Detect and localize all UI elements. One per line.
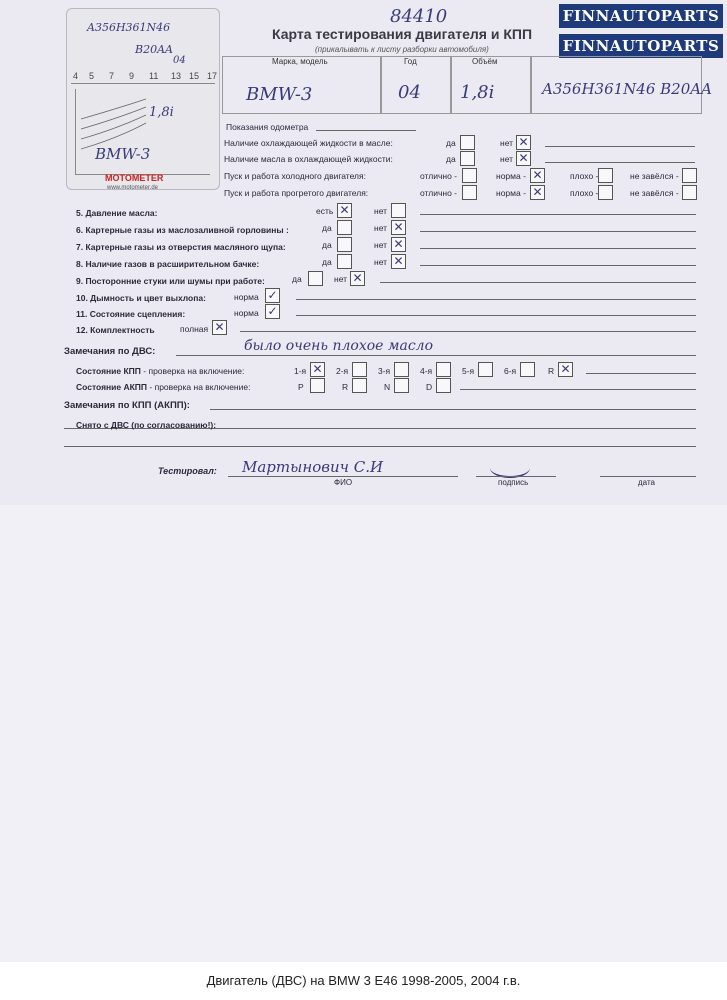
checkbox-cold-excellent[interactable] [462, 168, 477, 183]
opt-yes: да [322, 257, 332, 267]
image-caption: Двигатель (ДВС) на BMW 3 E46 1998-2005, 2004 г.в. [206, 973, 521, 988]
label-engine-remarks: Замечания по ДВС: [64, 346, 156, 357]
checkbox-gear-auto-r[interactable] [352, 378, 367, 393]
check-mark-icon: ✕ [518, 151, 529, 165]
watermark-top: FINNAUTOPARTS [559, 4, 723, 28]
remark-line [296, 299, 696, 300]
checkbox-gear-6[interactable] [520, 362, 535, 377]
stamp-note-model: BMW-3 [95, 145, 151, 163]
opt-bad: плохо - [570, 171, 599, 181]
header-label-volume: Объём [472, 57, 498, 66]
auto-gearbox-note: - проверка на включение: [147, 382, 251, 392]
checkbox-warm-bad[interactable] [598, 185, 613, 200]
motometer-stamp [66, 8, 220, 190]
opt-excellent: отлично - [420, 171, 457, 181]
tester-name-value: Мартынович С.И [242, 458, 384, 476]
stamp-scale-tick: 9 [129, 71, 135, 81]
stamp-brand-logo: MOTOMETER [105, 173, 164, 183]
gear-label: R [342, 382, 349, 392]
remark-line [380, 282, 696, 283]
opt-not-started: не завёлся - [630, 171, 679, 181]
remark-line [420, 214, 696, 215]
check-mark-icon: ✓ [267, 304, 278, 318]
stamp-scale-tick: 15 [189, 71, 200, 81]
checkbox-gear-p[interactable] [310, 378, 325, 393]
gear-label: 2-я [336, 366, 349, 376]
caption-date: дата [638, 478, 655, 487]
label-odometer: Показания одометра [226, 122, 309, 132]
header-label-year: Год [404, 57, 417, 66]
remark-line [420, 231, 696, 232]
gear-label: 4-я [420, 366, 433, 376]
stamp-code-line1: A356H361N46 [87, 21, 171, 34]
gear-label: R [548, 366, 555, 376]
removed-line [238, 428, 696, 429]
gear-label: D [426, 382, 433, 392]
header-model-value: BMW-3 [246, 84, 313, 105]
stamp-scale-tick: 11 [149, 71, 159, 81]
label-warm-start: Пуск и работа прогретого двигателя: [224, 188, 369, 198]
watermark-bottom: FINNAUTOPARTS [559, 34, 723, 58]
label-manual-gearbox [76, 366, 244, 376]
check-mark-icon: ✕ [339, 203, 350, 217]
checkbox-gear-5[interactable] [478, 362, 493, 377]
opt-yes: да [322, 223, 332, 233]
check-mark-icon: ✕ [393, 237, 404, 251]
checkbox-gear-d[interactable] [436, 378, 451, 393]
checkbox-gear-3[interactable] [394, 362, 409, 377]
signature-line [476, 476, 556, 477]
label-cold-start: Пуск и работа холодного двигателя: [224, 171, 366, 181]
opt-not-started: не завёлся - [630, 188, 679, 198]
stamp-code-line3: 04 [173, 55, 186, 66]
odometer-line [316, 130, 416, 131]
date-line [600, 476, 696, 477]
label-noises: 9. Посторонние стуки или шумы при работе: [76, 276, 265, 286]
gearbox-remarks-line [210, 409, 696, 410]
header-label-model: Марка, модель [272, 57, 328, 66]
label-clutch: 11. Состояние сцепления: [76, 309, 186, 319]
opt-normal: норма - [496, 171, 526, 181]
caption-signature: подпись [498, 478, 529, 487]
checkbox-crank-dipstick-yes[interactable] [337, 237, 352, 252]
label-crank-gas-dipstick: 7. Картерные газы из отверстия масляного щупа: [76, 242, 286, 252]
header-year-value: 04 [398, 82, 421, 103]
stamp-note-volume: 1,8i [149, 105, 174, 120]
label-auto-gearbox [76, 382, 250, 392]
opt-exists: есть [316, 206, 334, 216]
stamp-url: www.motometer.de [107, 185, 159, 191]
gear-label: 3-я [378, 366, 391, 376]
check-mark-icon: ✕ [312, 362, 323, 376]
blank-line [64, 446, 696, 447]
check-mark-icon: ✕ [393, 254, 404, 268]
stamp-scale-tick: 7 [109, 71, 115, 81]
label-crank-gas-filler: 6. Картерные газы из маслозаливной горловины : [76, 225, 289, 235]
checkbox-crank-filler-yes[interactable] [337, 220, 352, 235]
opt-bad: плохо - [570, 188, 599, 198]
check-mark-icon: ✕ [518, 135, 529, 149]
auto-gearbox-title: Состояние АКПП [76, 382, 148, 392]
stamp-code-line2: B20AA [135, 43, 173, 56]
stamp-scale-tick: 17 [207, 71, 218, 81]
label-oil-pressure: 5. Давление масла: [76, 208, 158, 218]
engine-remarks-value: было очень плохое масло [244, 338, 434, 354]
checkbox-cold-bad[interactable] [598, 168, 613, 183]
check-mark-icon: ✕ [560, 362, 571, 376]
signature-scribble [490, 458, 530, 478]
checkbox-gas-tank-yes[interactable] [337, 254, 352, 269]
opt-no: нет [374, 206, 388, 216]
caption-name: ФИО [334, 478, 353, 487]
checkbox-cold-not-started[interactable] [682, 168, 697, 183]
label-oil-in-coolant: Наличие масла в охлаждающей жидкости: [224, 154, 393, 164]
opt-full: полная [180, 324, 209, 334]
opt-norm: норма [234, 292, 259, 302]
gear-label: N [384, 382, 391, 392]
stamp-scale-tick: 4 [73, 71, 79, 81]
opt-normal: норма - [496, 188, 526, 198]
gear-label: 1-я [294, 366, 307, 376]
remark-line [545, 146, 695, 147]
remark-line [420, 248, 696, 249]
remark-line [586, 373, 696, 374]
label-smoke: 10. Дымность и цвет выхлопа: [76, 293, 206, 303]
stamp-scale-tick: 5 [89, 71, 95, 81]
checkbox-coolant-yes[interactable] [460, 135, 475, 150]
check-mark-icon: ✕ [352, 271, 363, 285]
opt-no: нет [374, 223, 388, 233]
checkbox-gear-4[interactable] [436, 362, 451, 377]
remark-line [296, 315, 696, 316]
opt-yes: да [446, 138, 456, 148]
label-coolant-in-oil: Наличие охлаждающей жидкости в масле: [224, 138, 393, 148]
check-mark-icon: ✕ [214, 320, 225, 334]
check-mark-icon: ✕ [532, 185, 543, 199]
remark-line [460, 389, 696, 390]
checkbox-oil-pressure-no[interactable] [391, 203, 406, 218]
handwritten-number: 84410 [390, 6, 448, 27]
label-tested-by: Тестировал: [158, 466, 217, 476]
header-volume-value: 1,8i [460, 82, 495, 103]
opt-no: нет [334, 274, 348, 284]
opt-yes: да [446, 154, 456, 164]
checkbox-warm-not-started[interactable] [682, 185, 697, 200]
header-engine-code: A356H361N46 B20AA [542, 80, 712, 98]
gear-label: P [298, 382, 304, 392]
opt-no: нет [374, 240, 388, 250]
label-removed-from-engine: Снято с ДВС (по согласованию!): [76, 420, 217, 430]
checkbox-warm-excellent[interactable] [462, 185, 477, 200]
check-mark-icon: ✕ [532, 168, 543, 182]
opt-norm: норма [234, 308, 259, 318]
label-gearbox-remarks: Замечания по КПП (АКПП): [64, 400, 190, 411]
label-gas-expansion-tank: 8. Наличие газов в расширительном бачке: [76, 259, 260, 269]
opt-no: нет [500, 138, 514, 148]
remark-line [240, 331, 696, 332]
checkbox-noises-yes[interactable] [308, 271, 323, 286]
checkbox-oil-yes[interactable] [460, 151, 475, 166]
manual-gearbox-title: Состояние КПП [76, 366, 141, 376]
opt-excellent: отлично - [420, 188, 457, 198]
gear-label: 5-я [462, 366, 475, 376]
name-line [228, 476, 458, 477]
form-subtitle: (прикалывать к листу разборки автомобиля) [315, 45, 489, 54]
opt-yes: да [292, 274, 302, 284]
check-mark-icon: ✓ [267, 288, 278, 302]
stamp-scale [71, 71, 218, 84]
opt-no: нет [374, 257, 388, 267]
form-title: Карта тестирования двигателя и КПП [272, 26, 533, 42]
engine-remarks-line [176, 355, 696, 356]
check-mark-icon: ✕ [393, 220, 404, 234]
manual-gearbox-note: - проверка на включение: [140, 366, 245, 376]
opt-no: нет [500, 154, 514, 164]
stamp-scale-tick: 13 [171, 71, 182, 81]
opt-yes: да [322, 240, 332, 250]
checkbox-gear-2[interactable] [352, 362, 367, 377]
checkbox-gear-n[interactable] [394, 378, 409, 393]
remark-line [420, 265, 696, 266]
remark-line [545, 162, 695, 163]
gear-label: 6-я [504, 366, 517, 376]
label-completeness: 12. Комплектность [76, 325, 155, 335]
